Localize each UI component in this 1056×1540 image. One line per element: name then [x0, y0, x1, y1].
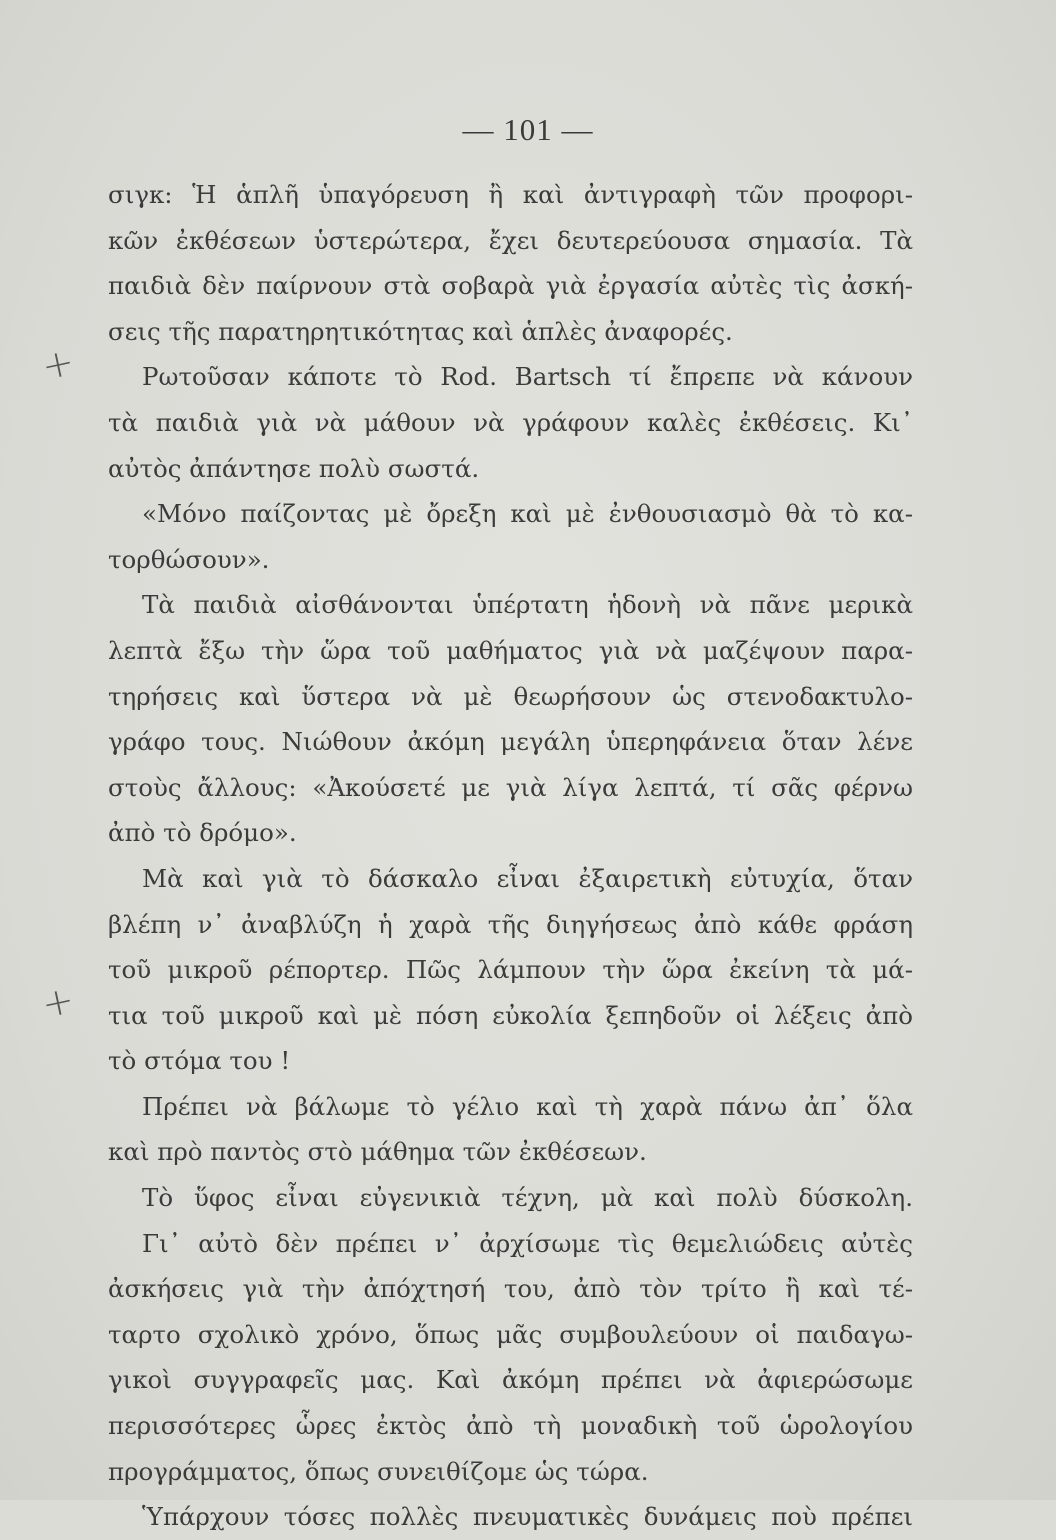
text-line: προγράμματος, ὅπως συνειθίζομε ὡς τώρα. — [108, 1456, 649, 1486]
text-line: τορθώσουν». — [108, 544, 270, 574]
text-line: τὰ παιδιὰ γιὰ νὰ μάθουν νὰ γράφουν καλὲς ἐκθέσεις. Κι᾽ — [108, 407, 913, 437]
page-number: — 101 — — [462, 112, 594, 147]
text-line: Τὸ ὕφος εἶναι εὐγενικιὰ τέχνη, μὰ καὶ πολὺ δύσκολη. — [142, 1183, 913, 1213]
text-line: «Μόνο παίζοντας μὲ ὄρεξη καὶ μὲ ἐνθουσιασμὸ θὰ τὸ κα- — [142, 499, 913, 529]
text-line: Πρέπει νὰ βάλωμε τὸ γέλιο καὶ τὴ χαρὰ πάνω ἀπ᾽ ὅλα — [142, 1091, 913, 1121]
body-text — [108, 172, 913, 1540]
text-line: τοῦ μικροῦ ρέπορτερ. Πῶς λάμπουν τὴν ὥρα ἐκείνη τὰ μά- — [108, 955, 913, 985]
text-line: γράφο τους. Νιώθουν ἀκόμη μεγάλη ὑπερηφάνεια ὅταν λένε — [108, 727, 913, 757]
text-line: σιγκ: Ἡ ἁπλῆ ὑπαγόρευση ἢ καὶ ἀντιγραφὴ τῶν προφορι- — [108, 180, 913, 209]
text-line: Ὑπάρχουν τόσες πολλὲς πνευματικὲς δυνάμεις ποὺ πρέπει — [142, 1502, 913, 1532]
text-line: ἀπὸ τὸ δρόμο». — [108, 818, 297, 848]
text-line: ἀσκήσεις γιὰ τὴν ἀπόχτησή του, ἀπὸ τὸν τρίτο ἢ καὶ τέ- — [108, 1274, 913, 1304]
text-line: γικοὶ συγγραφεῖς μας. Καὶ ἀκόμη πρέπει νὰ ἀφιερώσωμε — [108, 1365, 913, 1395]
text-line: σεις τῆς παρατηρητικότητας καὶ ἁπλὲς ἀναφορές. — [108, 316, 733, 346]
text-line: Ρωτοῦσαν κάποτε τὸ Rod. Bartsch τί ἔπρεπε νὰ κάνουν — [142, 362, 913, 392]
text-line: παιδιὰ δὲν παίρνουν στὰ σοβαρὰ γιὰ ἐργασία αὐτὲς τὶς ἀσκή- — [108, 271, 913, 301]
margin-cross-mark: + — [37, 977, 79, 1027]
text-line: ταρτο σχολικὸ χρόνο, ὅπως μᾶς συμβουλεύουν οἱ παιδαγω- — [108, 1319, 913, 1349]
text-line: περισσότερες ὧρες ἐκτὸς ἀπὸ τὴ μοναδικὴ τοῦ ὡρολογίου — [108, 1411, 913, 1441]
text-line: λεπτὰ ἔξω τὴν ὥρα τοῦ μαθήματος γιὰ νὰ μαζέψουν παρα- — [108, 635, 913, 665]
text-line: Γι᾽ αὐτὸ δὲν πρέπει ν᾽ ἀρχίσωμε τὶς θεμελιώδεις αὐτὲς — [142, 1228, 913, 1258]
text-line: τια τοῦ μικροῦ καὶ μὲ πόση εὐκολία ξεπηδοῦν οἱ λέξεις ἀπὸ — [108, 1000, 913, 1030]
margin-cross-mark: + — [37, 339, 79, 389]
text-line: Τὰ παιδιὰ αἰσθάνονται ὑπέρτατη ἡδονὴ νὰ πᾶνε μερικὰ — [142, 590, 913, 620]
text-line: αὐτὸς ἀπάντησε πολὺ σωστά. — [108, 453, 480, 483]
text-line: Μὰ καὶ γιὰ τὸ δάσκαλο εἶναι ἐξαιρετικὴ εὐτυχία, ὅταν — [142, 863, 913, 893]
text-line: καὶ πρὸ παντὸς στὸ μάθημα τῶν ἐκθέσεων. — [108, 1137, 647, 1167]
text-line: βλέπη ν᾽ ἀναβλύζη ἡ χαρὰ τῆς διηγήσεως ἀπὸ κάθε φράση — [108, 909, 913, 939]
text-line: στοὺς ἄλλους: «Ἀκούσετέ με γιὰ λίγα λεπτά, τί σᾶς φέρνω — [108, 772, 913, 802]
text-line: τηρήσεις καὶ ὕστερα νὰ μὲ θεωρήσουν ὡς στενοδακτυλο- — [108, 681, 913, 711]
text-line: κῶν ἐκθέσεων ὑστερώτερα, ἔχει δευτερεύουσα σημασία. Τὰ — [108, 225, 913, 255]
text-line: τὸ στόμα του ! — [108, 1046, 291, 1076]
